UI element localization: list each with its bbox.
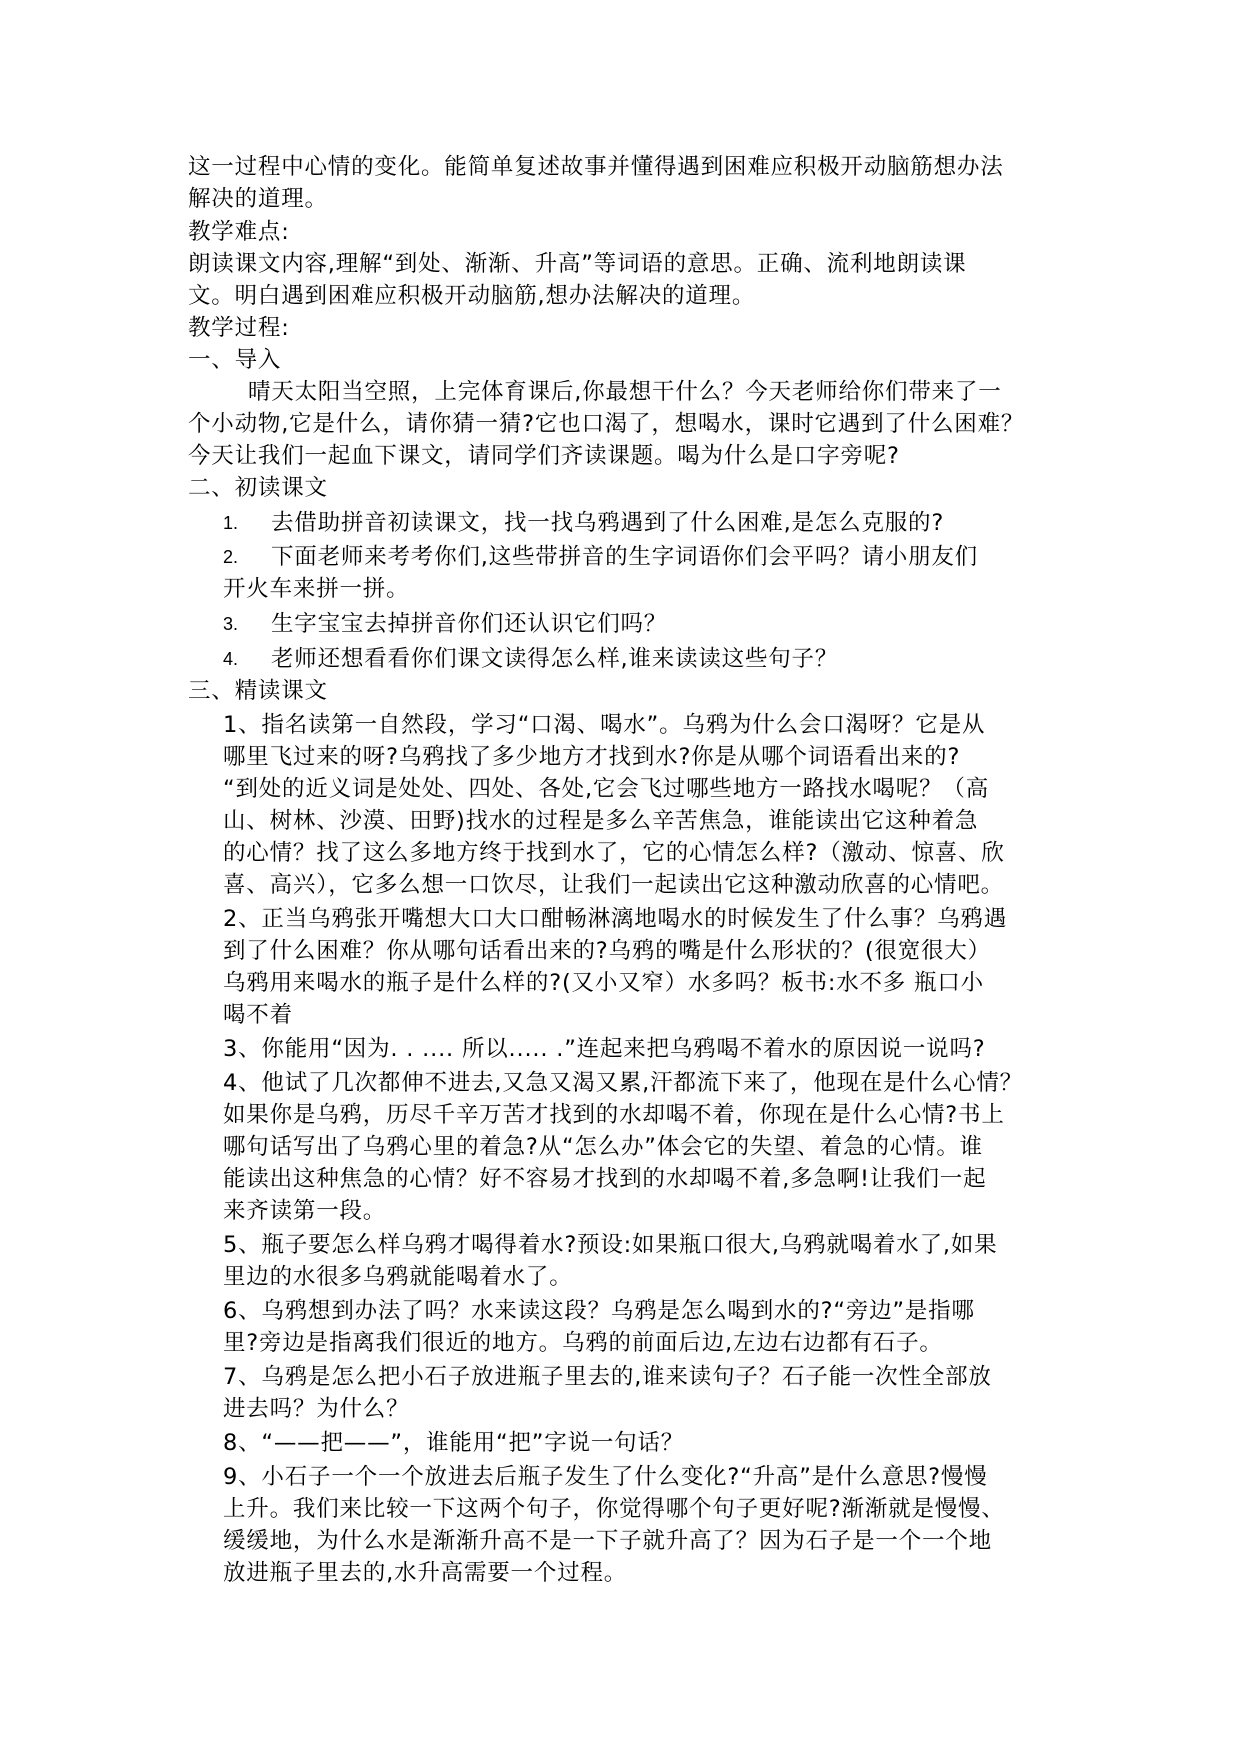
paragraph-line: 7、乌鸦是怎么把小石子放进瓶子里去的,谁来读句子？石子能一次性全部放 xyxy=(223,1364,992,1390)
paragraph-line: “到处的近义词是处处、四处、各处,它会飞过哪些地方一路找水喝呢？（高 xyxy=(223,776,990,802)
paragraph-line: 上升。我们来比较一下这两个句子，你觉得哪个句子更好呢?渐渐就是慢慢、 xyxy=(223,1496,1005,1522)
list-number: 3. xyxy=(223,614,239,634)
paragraph-line: 放进瓶子里去的,水升高需要一个过程。 xyxy=(223,1560,628,1586)
paragraph-line: 8、“——把——”，谁能用“把”字说一句话？ xyxy=(223,1430,685,1456)
list-item-line: 老师还想看看你们课文读得怎么样,谁来读读这些句子？ xyxy=(271,646,839,672)
list-item-line: 下面老师来考考你们,这些带拼音的生字词语你们会平吗？请小朋友们 xyxy=(271,544,978,570)
list-number: 4. xyxy=(223,649,239,669)
section-heading: 二、初读课文 xyxy=(188,475,328,501)
list-number: 1. xyxy=(223,513,239,533)
paragraph-line: 9、小石子一个一个放进去后瓶子发生了什么变化?“升高”是什么意思?慢慢 xyxy=(223,1464,988,1490)
objectives-line: 这一过程中心情的变化。能简单复述故事并懂得遇到困难应积极开动脑筋想办法 xyxy=(188,154,1004,180)
paragraph-line: 里?旁边是指离我们很近的地方。乌鸦的前面后边,左边右边都有石子。 xyxy=(223,1330,943,1356)
paragraph-line: 3、你能用“因为. . .... 所以..... .”连起来把乌鸦喝不着水的原因说一说吗? xyxy=(223,1036,986,1062)
paragraph-line: 山、树林、沙漠、田野)找水的过程是多么辛苦焦急，谁能读出它这种着急 xyxy=(223,808,979,834)
paragraph-line: 的心情？找了这么多地方终于找到水了，它的心情怎么样?（激动、惊喜、欣 xyxy=(223,840,1005,866)
section-heading: 一、导入 xyxy=(188,347,282,373)
paragraph-line: 乌鸦用来喝水的瓶子是什么样的?(又小又窄）水多吗？板书:水不多 瓶口小 xyxy=(223,970,984,996)
paragraph-line: 4、他试了几次都伸不进去,又急又渴又累,汗都流下来了，他现在是什么心情？ xyxy=(223,1070,1023,1096)
paragraph-line: 缓缓地，为什么水是渐渐升高不是一下子就升高了？因为石子是一个一个地 xyxy=(223,1528,992,1554)
paragraph-line: 哪里飞过来的呀?乌鸦找了多少地方才找到水?你是从哪个词语看出来的? xyxy=(223,744,961,770)
paragraph-line: 来齐读第一段。 xyxy=(223,1198,387,1224)
list-item-line: 开火车来拼一拼。 xyxy=(223,576,410,602)
paragraph-line: 里边的水很多乌鸦就能喝着水了。 xyxy=(223,1264,573,1290)
difficulty-line: 朗读课文内容,理解“到处、渐渐、升高”等词语的意思。正确、流利地朗读课 xyxy=(188,251,967,277)
difficulty-line: 文。明白遇到困难应积极开动脑筋,想办法解决的道理。 xyxy=(188,283,756,309)
paragraph-line: 喜、高兴），它多么想一口饮尽，让我们一起读出它这种激动欣喜的心情吧。 xyxy=(223,872,1004,898)
paragraph-line: 5、瓶子要怎么样乌鸦才喝得着水?预设:如果瓶口很大,乌鸦就喝着水了,如果 xyxy=(223,1232,998,1258)
paragraph-line: 哪句话写出了乌鸦心里的着急?从“怎么办”体会它的失望、着急的心情。谁 xyxy=(223,1134,983,1160)
paragraph-line: 2、正当乌鸦张开嘴想大口大口酣畅淋漓地喝水的时候发生了什么事？乌鸦遇 xyxy=(223,906,1008,932)
paragraph-line: 能读出这种焦急的心情？好不容易才找到的水却喝不着,多急啊!让我们一起 xyxy=(223,1166,987,1192)
section-heading: 三、精读课文 xyxy=(188,678,328,704)
intro-line: 个小动物,它是什么，请你猜一猜?它也口渴了，想喝水，课时它遇到了什么困难？ xyxy=(188,411,1025,437)
paragraph-line: 进去吗？为什么？ xyxy=(223,1396,410,1422)
process-heading: 教学过程: xyxy=(188,315,290,341)
paragraph-line: 如果你是乌鸦，历尽千辛万苦才找到的水却喝不着，你现在是什么心情?书上 xyxy=(223,1102,1005,1128)
intro-line: 晴天太阳当空照，上完体育课后,你最想干什么？今天老师给你们带来了一 xyxy=(248,379,1002,405)
list-number: 2. xyxy=(223,547,239,567)
objectives-line: 解决的道理。 xyxy=(188,186,328,212)
list-item-line: 去借助拼音初读课文，找一找乌鸦遇到了什么困难,是怎么克服的? xyxy=(271,510,945,536)
difficulty-heading: 教学难点: xyxy=(188,219,290,245)
paragraph-line: 1、指名读第一自然段，学习“口渴、喝水”。乌鸦为什么会口渴呀？它是从 xyxy=(223,712,986,738)
list-item-line: 生字宝宝去掉拼音你们还认识它们吗？ xyxy=(271,611,668,637)
paragraph-line: 6、乌鸦想到办法了吗？水来读这段？乌鸦是怎么喝到水的?“旁边”是指哪 xyxy=(223,1298,975,1324)
intro-line: 今天让我们一起血下课文，请同学们齐读课题。喝为什么是口字旁呢? xyxy=(188,443,900,469)
paragraph-line: 到了什么困难？你从哪句话看出来的?乌鸦的嘴是什么形状的？(很宽很大） xyxy=(223,938,991,964)
paragraph-line: 喝不着 xyxy=(223,1002,293,1028)
